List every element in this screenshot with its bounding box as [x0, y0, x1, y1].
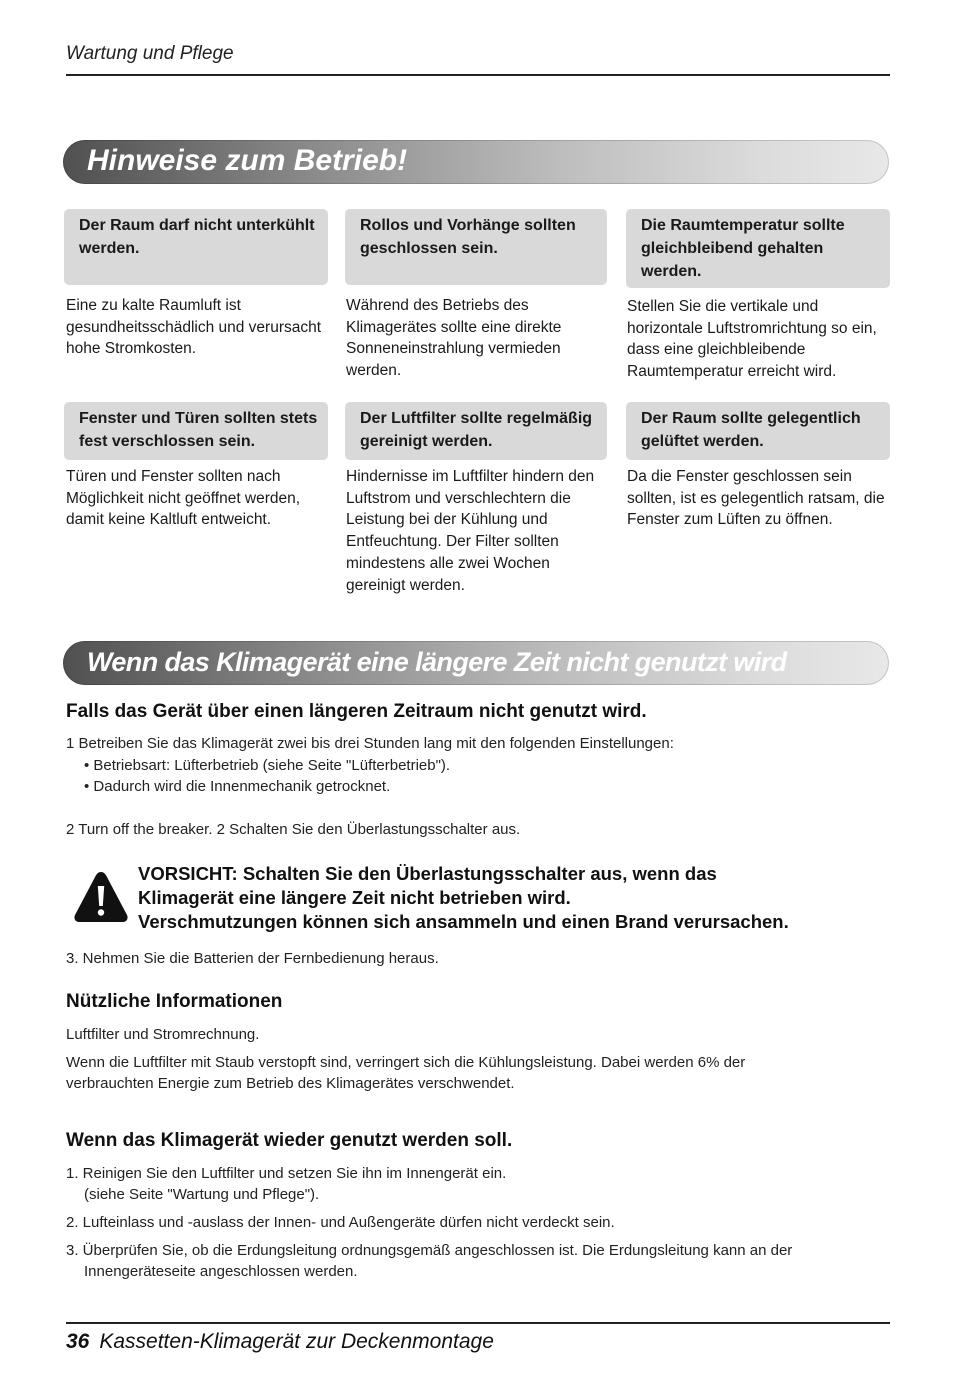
tip-text: Da die Fenster geschlossen sein sollten, ist es gelegentlich ratsam, die Fenster zum Lüften zu öffnen.	[627, 468, 885, 529]
caution-text	[138, 862, 878, 934]
caution-line: Klimagerät eine längere Zeit nicht betrieben wird.	[138, 887, 571, 908]
tip-title-box: Fenster und Türen sollten stets fest verschlossen sein.	[64, 402, 328, 460]
section-banner-operation	[63, 140, 889, 184]
caution-line: VORSICHT: Schalten Sie den Überlastungsschalter aus, wenn das	[138, 863, 717, 884]
tip-text: Türen und Fenster sollten nach Möglichkeit nicht geöffnet werden, damit keine Kaltluft entweicht.	[66, 468, 301, 529]
header-section-title: Wartung und Pflege	[66, 43, 234, 64]
info-heading: Nützliche Informationen	[66, 991, 283, 1012]
tip-title-box: Rollos und Vorhänge sollten geschlossen sein.	[345, 209, 607, 285]
section-banner-longterm	[63, 641, 889, 685]
footer-rule	[66, 1322, 890, 1324]
reuse-item-continued: (siehe Seite "Wartung und Pflege").	[84, 1186, 320, 1203]
reuse-item: 2. Lufteinlass und -auslass der Innen- und Außengeräte dürfen nicht verdeckt sein.	[66, 1214, 615, 1231]
warning-icon	[72, 868, 130, 926]
banner-title: Hinweise zum Betrieb!	[87, 144, 408, 177]
tip-title-box: Der Luftfilter sollte regelmäßig gereinigt werden.	[345, 402, 607, 460]
tip-text: Während des Betriebs des Klimagerätes sollte eine direkte Sonneneinstrahlung vermieden werden.	[346, 297, 562, 380]
reuse-item: 3. Überprüfen Sie, ob die Erdungsleitung ordnungsgemäß angeschlossen ist. Die Erdungsleitung kann an der	[66, 1242, 793, 1259]
reuse-item: 1. Reinigen Sie den Luftfilter und setzen Sie ihn im Innengerät ein.	[66, 1165, 507, 1182]
footer-title: Kassetten-Klimagerät zur Deckenmontage	[99, 1330, 494, 1353]
tip-text: Stellen Sie die vertikale und horizontale Luftstromrichtung so ein, dass eine gleichbleibende Raumtemperatur erreicht wird.	[627, 298, 877, 381]
banner-title: Wenn das Klimagerät eine längere Zeit nicht genutzt wird	[87, 647, 787, 677]
tip-title-box: Der Raum darf nicht unterkühlt werden.	[64, 209, 328, 285]
longterm-heading: Falls das Gerät über einen längeren Zeitraum nicht genutzt wird.	[66, 701, 647, 722]
caution-line: Verschmutzungen können sich ansammeln und einen Brand verursachen.	[138, 911, 789, 932]
step-1: 1 Betreiben Sie das Klimagerät zwei bis drei Stunden lang mit den folgenden Einstellungen:	[66, 735, 674, 752]
step-3: 3. Nehmen Sie die Batterien der Fernbedienung heraus.	[66, 950, 439, 967]
step-1-bullet: • Betriebsart: Lüfterbetrieb (siehe Seite "Lüfterbetrieb").	[84, 757, 451, 774]
step-2: 2 Turn off the breaker. 2 Schalten Sie den Überlastungsschalter aus.	[66, 821, 521, 838]
footer	[66, 1330, 494, 1354]
header-rule	[66, 74, 890, 76]
step-1-bullet: • Dadurch wird die Innenmechanik getrocknet.	[84, 778, 391, 795]
info-paragraph: Wenn die Luftfilter mit Staub verstopft sind, verringert sich die Kühlungsleistung. Dabei werden 6% der verbrauchten Energie zum Betrieb des Klimagerätes verschwendet.	[66, 1054, 746, 1092]
reuse-item-continued: Innengeräteseite angeschlossen werden.	[84, 1263, 358, 1280]
tip-title-box: Der Raum sollte gelegentlich gelüftet werden.	[626, 402, 890, 460]
tip-text: Hindernisse im Luftfilter hindern den Luftstrom und verschlechtern die Leistung bei der Kühlung und Entfeuchtung. Der Filter sollten mindestens alle zwei Wochen gereinigt werden.	[346, 468, 595, 594]
tip-text: Eine zu kalte Raumluft ist gesundheitsschädlich und verursacht hohe Stromkosten.	[66, 297, 322, 358]
tip-title-box: Die Raumtemperatur sollte gleichbleibend gehalten werden.	[626, 209, 890, 288]
info-line: Luftfilter und Stromrechnung.	[66, 1026, 260, 1043]
reuse-heading: Wenn das Klimagerät wieder genutzt werden soll.	[66, 1130, 513, 1151]
page-number: 36	[66, 1330, 90, 1353]
